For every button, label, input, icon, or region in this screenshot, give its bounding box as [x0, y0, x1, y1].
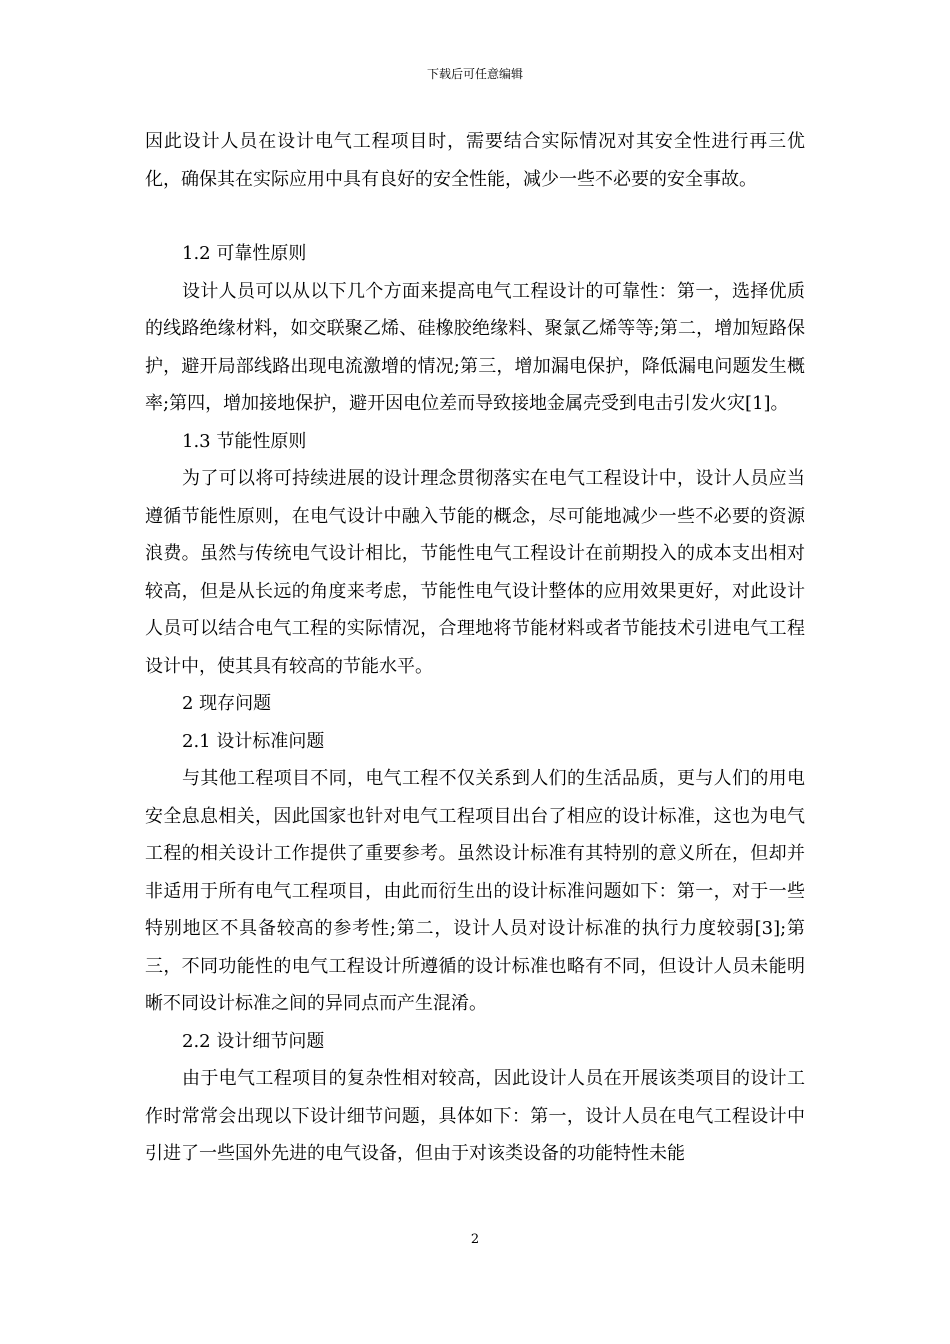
section-heading-2-2: 2.2 设计细节问题 [182, 1030, 325, 1052]
paragraph-spacer [145, 198, 805, 235]
paragraph-energy-saving: 为了可以将可持续进展的设计理念贯彻落实在电气工程设计中，设计人员应当遵循节能性原则，在电气设计中融入节能的概念，尽可能地减少一些不必要的资源浪费。虽然与传统电气设计相比，节能性电气工程设计在前期投入的成本支出相对较高，但是从长远的角度来考虑，节能性电气设计整体的应用效果更好，对此设计人员可以结合电气工程的实际情况，合理地将节能材料或者节能技术引进电气工程设计中，使其具有较高的节能水平。 [145, 468, 805, 677]
section-heading-1-3: 1.3 节能性原则 [182, 430, 307, 452]
section-heading-2-1: 2.1 设计标准问题 [182, 730, 325, 752]
section-heading-1-2: 1.2 可靠性原则 [182, 243, 307, 264]
page-header: 下载后可任意编辑 [426, 67, 523, 81]
paragraph-design-standards: 与其他工程项目不同，电气工程不仅关系到人们的生活品质，更与人们的用电安全息息相关，因此国家也针对电气工程项目出台了相应的设计标准，这也为电气工程的相关设计工作提供了重要参考。虽然设计标准有其特别的意义所在，但却并非适用于所有电气工程项目，由此而衍生出的设计标准问题如下：第一，对于一些特别地区不具备较高的参考性;第二，设计人员对设计标准的执行力度较弱[3];第三，不同功能性的电气工程设计所遵循的设计标准也略有不同，但设计人员未能明晰不同设计标准之间的异同点而产生混淆。 [145, 768, 805, 1014]
paragraph-safety-continued: 因此设计人员在设计电气工程项目时，需要结合实际情况对其安全性进行再三优化，确保其在实际应用中具有良好的安全性能，减少一些不必要的安全事故。 [145, 131, 805, 190]
paragraph-reliability: 设计人员可以从以下几个方面来提高电气工程设计的可靠性：第一，选择优质的线路绝缘材料，如交联聚乙烯、硅橡胶绝缘料、聚氯乙烯等等;第二，增加短路保护，避开局部线路出现电流激增的情况;第三，增加漏电保护，降低漏电问题发生概率;第四，增加接地保护，避开因电位差而导致接地金属壳受到电击引发火灾[1]。 [145, 280, 805, 414]
document-body [145, 123, 805, 1173]
paragraph-design-details: 由于电气工程项目的复杂性相对较高，因此设计人员在开展该类项目的设计工作时常常会出现以下设计细节问题，具体如下：第一，设计人员在电气工程设计中引进了一些国外先进的电气设备，但由于对该类设备的功能特性未能 [145, 1068, 805, 1164]
page-number: 2 [470, 1232, 480, 1247]
section-heading-2: 2 现存问题 [182, 693, 272, 714]
